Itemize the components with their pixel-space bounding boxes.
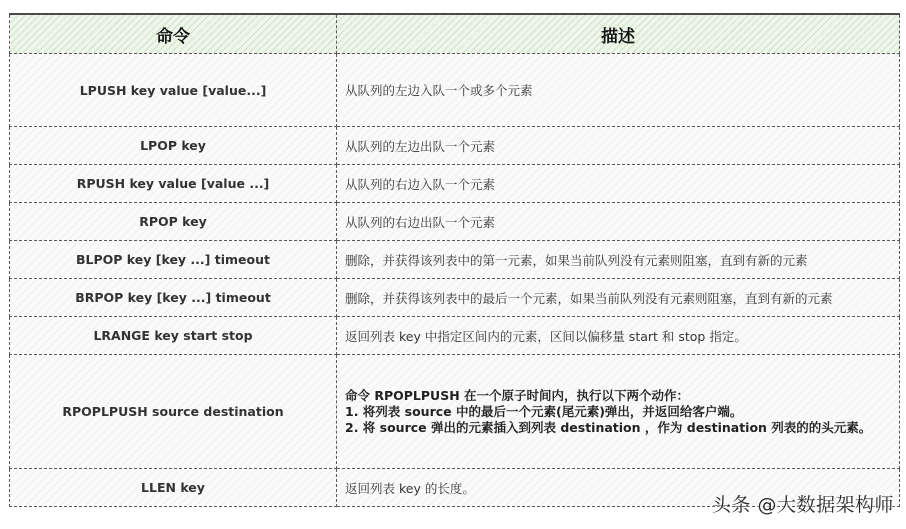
description-cell: 从队列的右边入队一个元素 (337, 165, 900, 203)
command-cell: RPOP key (10, 203, 337, 241)
command-cell: RPOPLPUSH source destination (10, 355, 337, 469)
description-line: 1. 将列表 source 中的最后一个元素(尾元素)弹出，并返回给客户端。 (345, 403, 743, 419)
table-row (10, 279, 900, 317)
command-cell: BRPOP key [key ...] timeout (10, 279, 337, 317)
description-cell: 从队列的左边入队一个或多个元素 (337, 54, 900, 127)
description-cell: 从队列的左边出队一个元素 (337, 127, 900, 165)
table-row (10, 355, 900, 469)
description-cell: 返回列表 key 的长度。 (337, 469, 900, 507)
description-cell: 删除，并获得该列表中的第一元素，如果当前队列没有元素则阻塞，直到有新的元素 (337, 241, 900, 279)
command-cell: RPUSH key value [value ...] (10, 165, 337, 203)
header-description: 描述 (337, 14, 900, 54)
command-cell: BLPOP key [key ...] timeout (10, 241, 337, 279)
description-line: 命令 RPOPLPUSH 在一个原子时间内，执行以下两个动作： (345, 387, 690, 403)
table-row (10, 317, 900, 355)
header-command: 命令 (10, 14, 337, 54)
command-cell: LPOP key (10, 127, 337, 165)
watermark: 头条 @大数据架构师 (711, 494, 894, 516)
table-row (10, 241, 900, 279)
table-row (10, 54, 900, 127)
command-table (9, 13, 900, 507)
table-header-row (10, 14, 900, 54)
table-row (10, 203, 900, 241)
command-cell: LLEN key (10, 469, 337, 507)
table-row (10, 165, 900, 203)
description-cell: 删除，并获得该列表中的最后一个元素，如果当前队列没有元素则阻塞，直到有新的元素 (337, 279, 900, 317)
description-cell: 从队列的右边出队一个元素 (337, 203, 900, 241)
description-cell: 返回列表 key 中指定区间内的元素，区间以偏移量 start 和 stop 指定。 (337, 317, 900, 355)
description-line: 2. 将 source 弹出的元素插入到列表 destination ，作为 destination 列表的的头元素。 (345, 419, 872, 435)
command-cell: LPUSH key value [value...] (10, 54, 337, 127)
description-cell (337, 355, 900, 469)
table-row (10, 127, 900, 165)
command-cell: LRANGE key start stop (10, 317, 337, 355)
command-table-container (9, 13, 899, 507)
